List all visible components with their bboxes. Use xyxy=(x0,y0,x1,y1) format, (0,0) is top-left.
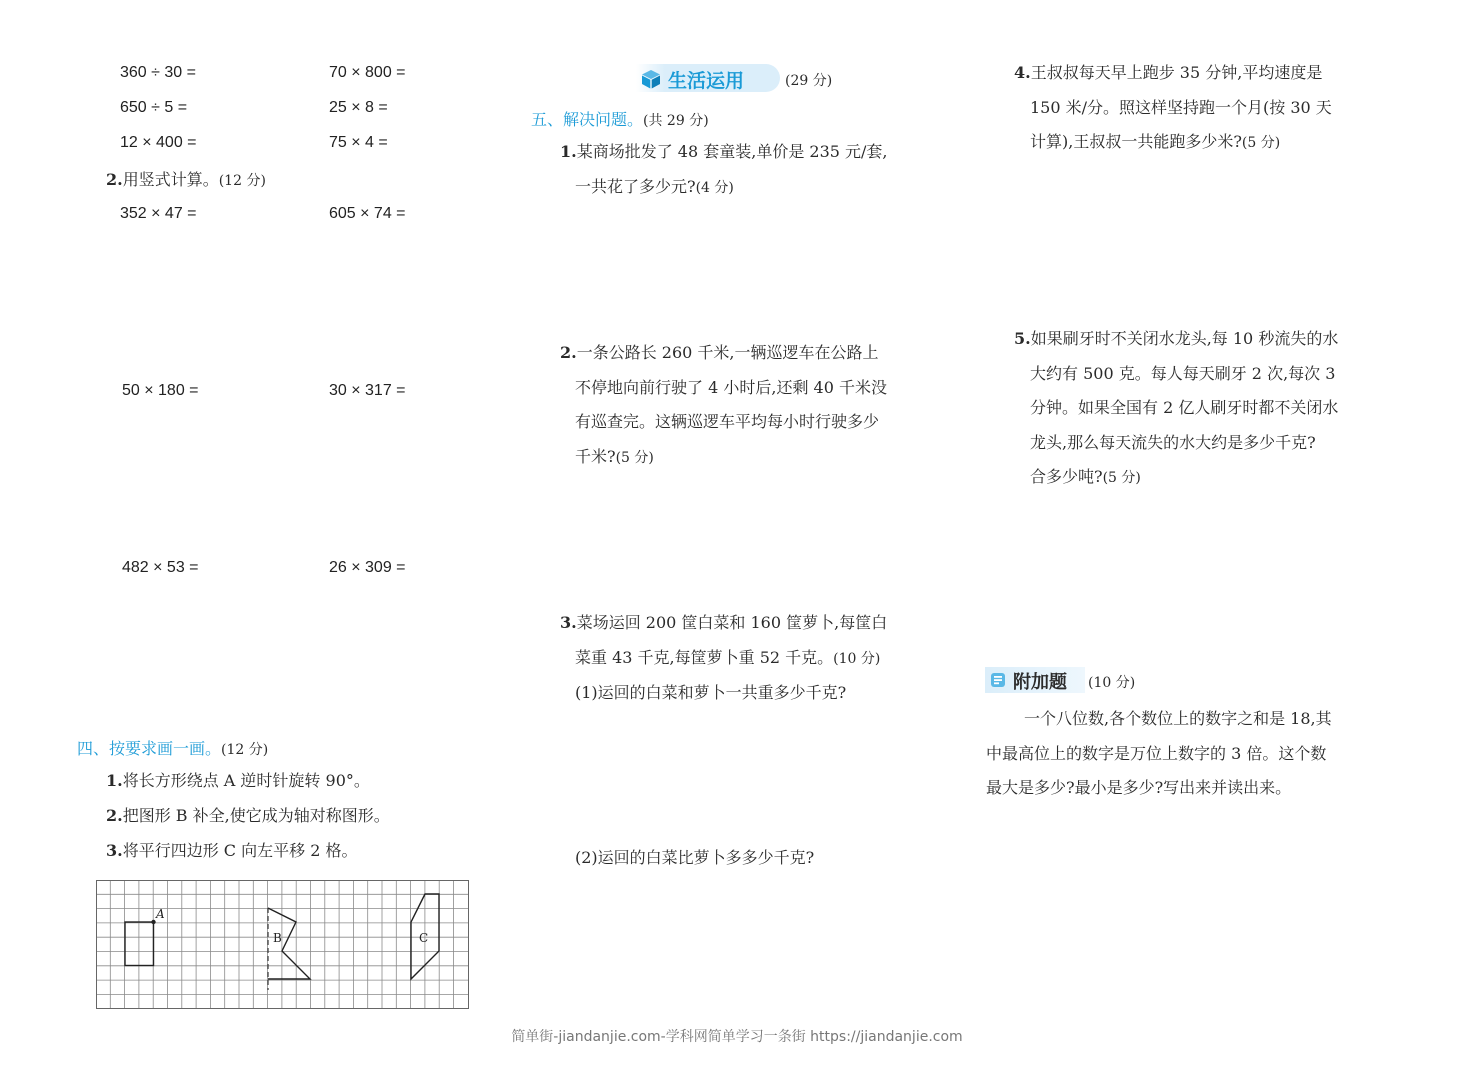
question-line: 有巡查完。这辆巡逻车平均每小时行驶多少 xyxy=(575,412,880,431)
calc-item: 12 × 400 = xyxy=(120,134,197,151)
question-number: 1. xyxy=(560,142,577,161)
calc-item: 25 × 8 = xyxy=(329,99,388,116)
question-line: 150 米/分。照这样坚持跑一个月(按 30 天 xyxy=(1030,97,1332,117)
draw-item-1 xyxy=(106,764,370,799)
banner-title: 生活运用 xyxy=(668,70,745,92)
question-line: 中最高位上的数字是万位上数字的 3 倍。这个数 xyxy=(986,743,1327,763)
draw-item-2 xyxy=(106,799,390,834)
problem-3 xyxy=(560,606,950,711)
question-line: 一条公路长 260 千米,一辆巡逻车在公路上 xyxy=(576,343,879,362)
vertical-calc-item: 50 × 180 = xyxy=(122,382,199,399)
vertical-calc-item: 352 × 47 = xyxy=(120,205,197,222)
label-a: A xyxy=(156,907,165,921)
item-text: 把图形 B 补全,使它成为轴对称图形。 xyxy=(122,806,390,825)
question-line: 菜重 43 千克,每筐萝卜重 52 千克。 xyxy=(575,647,834,667)
section-5-heading xyxy=(531,107,709,130)
section-banner xyxy=(636,64,780,92)
question-number: 5. xyxy=(1014,329,1031,348)
points-label: (5 分) xyxy=(1241,135,1281,151)
question-number: 2. xyxy=(106,170,123,189)
grid-border xyxy=(97,881,469,1009)
question-line: 龙头,那么每天流失的水大约是多少千克? xyxy=(1030,432,1316,452)
banner-points: (29 分) xyxy=(785,73,833,89)
question-line: 分钟。如果全国有 2 亿人刷牙时都不关闭水 xyxy=(1030,398,1339,417)
points-label: (5 分) xyxy=(615,449,654,466)
question-number: 3. xyxy=(560,613,577,632)
section-title: 四、按要求画一画。 xyxy=(77,739,222,758)
vertical-calc-item: 30 × 317 = xyxy=(329,382,406,399)
question-line: 合多少吨? xyxy=(1030,467,1103,486)
extra-heading xyxy=(985,667,1085,693)
question-line: 计算),王叔叔一共能跑多少米? xyxy=(1030,132,1242,151)
points-label: (12 分) xyxy=(218,173,266,189)
problem-4 xyxy=(1014,56,1414,161)
points-label: (5 分) xyxy=(1102,470,1141,486)
section-4-heading xyxy=(77,736,268,759)
item-number: 3. xyxy=(106,841,123,860)
section-title: 五、解决问题。 xyxy=(531,110,644,129)
draw-item-3 xyxy=(106,834,357,869)
question-number: 4. xyxy=(1014,63,1031,82)
question-text: 用竖式计算。 xyxy=(122,170,219,189)
page-footer: 简单街-jiandanjie.com-学科网简单学习一条街 https://jiandanjie.com xyxy=(511,1029,963,1045)
question-line: 千米? xyxy=(575,446,616,466)
question-line: 一共花了多少元? xyxy=(575,176,696,196)
label-b: B xyxy=(273,931,282,945)
points-label: (10 分) xyxy=(833,650,881,667)
question-line: 最大是多少?最小是多少?写出来并读出来。 xyxy=(986,778,1292,797)
extra-points: (10 分) xyxy=(1088,675,1136,691)
sub-question-1: (1)运回的白菜和萝卜一共重多少千克? xyxy=(575,683,847,702)
vertical-calc-item: 26 × 309 = xyxy=(329,559,406,576)
problem-1 xyxy=(560,135,950,205)
calc-item: 650 ÷ 5 = xyxy=(120,99,188,116)
problem-2 xyxy=(560,336,950,475)
question-number: 2. xyxy=(560,343,577,362)
question-line: 大约有 500 克。每人每天刷牙 2 次,每次 3 xyxy=(1030,363,1336,383)
extra-title: 附加题 xyxy=(1013,672,1067,693)
book-icon xyxy=(989,671,1007,689)
sub-question-2: (2)运回的白菜比萝卜多多少千克? xyxy=(575,848,815,867)
item-number: 2. xyxy=(106,806,123,825)
item-text: 将平行四边形 C 向左平移 2 格。 xyxy=(122,841,358,860)
points-label: (12 分) xyxy=(221,742,269,758)
question-line: 某商场批发了 48 套童装,单价是 235 元/套, xyxy=(576,142,888,161)
calc-item: 75 × 4 = xyxy=(329,134,388,151)
drawing-grid[interactable] xyxy=(96,880,470,1010)
vertical-calc-item: 605 × 74 = xyxy=(329,205,406,222)
item-text: 将长方形绕点 A 逆时针旋转 90°。 xyxy=(122,771,370,790)
extra-question xyxy=(986,702,1406,806)
problem-5 xyxy=(1014,322,1414,496)
cube-icon xyxy=(640,68,662,90)
question-line: 不停地向前行驶了 4 小时后,还剩 40 千米没 xyxy=(575,377,887,397)
question-2 xyxy=(106,163,266,199)
question-line: 一个八位数,各个数位上的数字之和是 18,其 xyxy=(1024,709,1332,728)
points-label: (4 分) xyxy=(695,179,734,196)
question-line: 菜场运回 200 筐白菜和 160 筐萝卜,每筐白 xyxy=(576,613,888,632)
question-line: 王叔叔每天早上跑步 35 分钟,平均速度是 xyxy=(1030,63,1323,82)
grid-lines xyxy=(96,880,469,1009)
points-label: (共 29 分) xyxy=(643,113,709,129)
question-line: 如果刷牙时不关闭水龙头,每 10 秒流失的水 xyxy=(1030,329,1339,348)
label-c: C xyxy=(419,931,429,945)
calc-item: 360 ÷ 30 = xyxy=(120,64,196,81)
vertical-calc-item: 482 × 53 = xyxy=(122,559,199,576)
calc-item: 70 × 800 = xyxy=(329,64,406,81)
item-number: 1. xyxy=(106,771,123,790)
